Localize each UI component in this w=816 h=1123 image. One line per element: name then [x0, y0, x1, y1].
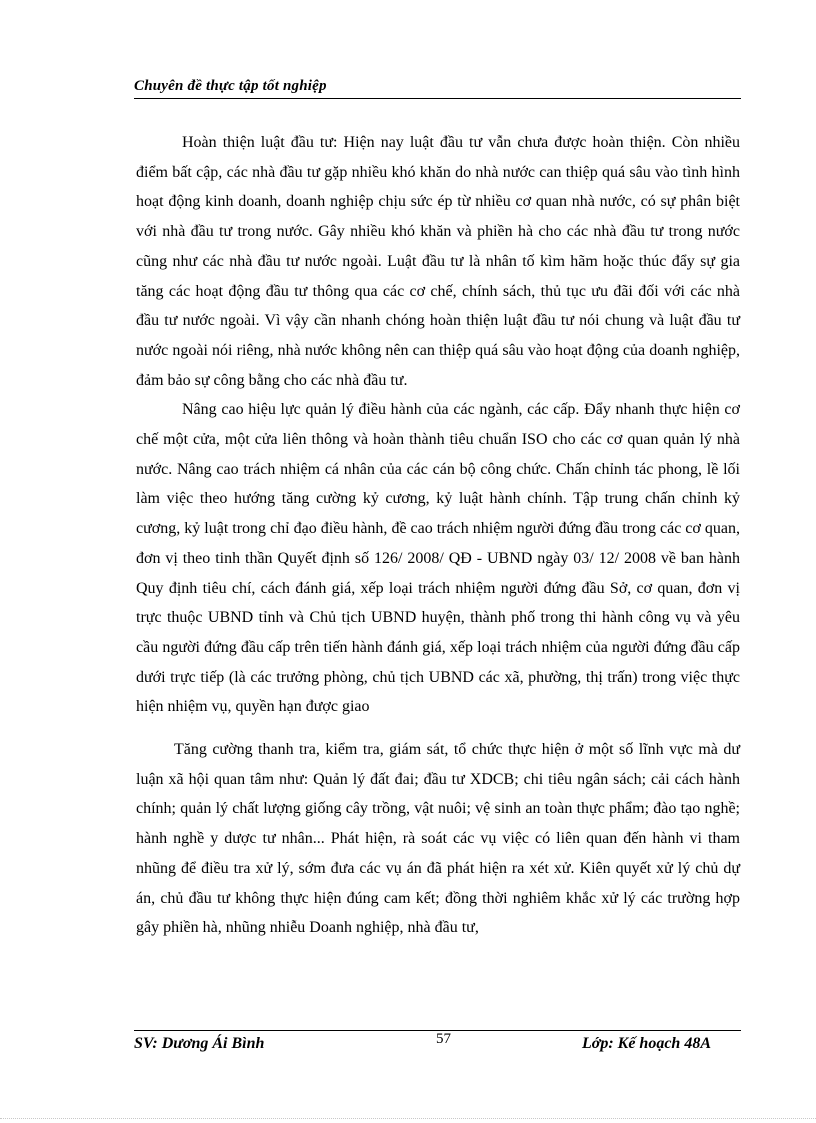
paragraph-investment-law: Hoàn thiện luật đầu tư: Hiện nay luật đầu tư vẫn chưa được hoàn thiện. Còn nhiều điểm bất cập, các nhà đầu tư gặp nhiều khó khăn do nhà nước can thiệp quá sâu vào tình hình hoạt động kinh doanh, doanh nghiệp chịu sức ép từ nhiều cơ quan nhà nước, có sự phân biệt với nhà đầu tư trong nước. Gây nhiều khó khăn và phiền hà cho các nhà đầu tư trong nước cũng như các nhà đầu tư nước ngoài. Luật đầu tư là nhân tố kìm hãm hoặc thúc đẩy sự gia tăng các hoạt động đầu tư thông qua các cơ chế, chính sách, thủ tục ưu đãi đối với các nhà đầu tư nước ngoài. Vì vậy cần nhanh chóng hoàn thiện luật đầu tư nói chung và luật đầu tư nước ngoài nói riêng, nhà nước không nên can thiệp quá sâu vào hoạt động của doanh nghiệp, đảm bảo sự công bằng cho các nhà đầu tư.	[136, 134, 740, 389]
page-header	[134, 76, 741, 99]
document-body	[136, 128, 740, 943]
footer-page-number: 57	[436, 1031, 451, 1047]
paragraph-management-efficiency: Nâng cao hiệu lực quản lý điều hành của các ngành, các cấp. Đẩy nhanh thực hiện cơ chế một cửa, một cửa liên thông và hoàn thành tiêu chuẩn ISO cho các cơ quan quản lý nhà nước. Nâng cao trách nhiệm cá nhân của các cán bộ công chức. Chấn chỉnh tác phong, lề lối làm việc theo hướng tăng cường kỷ cương, kỷ luật hành chính. Tập trung chấn chỉnh kỷ cương, kỷ luật trong chỉ đạo điều hành, đề cao trách nhiệm người đứng đầu trong các cơ quan, đơn vị theo tinh thần Quyết định số 126/ 2008/ QĐ - UBND ngày 03/ 12/ 2008 về ban hành Quy định tiêu chí, cách đánh giá, xếp loại trách nhiệm người đứng đầu Sở, cơ quan, đơn vị trực thuộc UBND tỉnh và Chủ tịch UBND huyện, thành phố trong thi hành công vụ và yêu cầu người đứng đầu cấp trên tiến hành đánh giá, xếp loại trách nhiệm của người đứng đầu cấp dưới trực tiếp (là các trưởng phòng, chủ tịch UBND các xã, phường, thị trấn) trong việc thực hiện nhiệm vụ, quyền hạn được giao	[136, 401, 740, 716]
page-footer	[134, 1030, 741, 1057]
footer-class-name: Lớp: Kế hoạch 48A	[581, 1035, 711, 1052]
header-title: Chuyên đề thực tập tốt nghiệp	[134, 78, 327, 94]
page-edge-divider	[0, 1118, 816, 1119]
footer-student-name: SV: Dương Ái Bình	[134, 1035, 265, 1052]
paragraph-inspection: Tăng cường thanh tra, kiểm tra, giám sát, tổ chức thực hiện ở một số lĩnh vực mà dư luận xã hội quan tâm như: Quản lý đất đai; đầu tư XDCB; chi tiêu ngân sách; cải cách hành chính; quản lý chất lượng giống cây trồng, vật nuôi; vệ sinh an toàn thực phẩm; đào tạo nghề; hành nghề y dược tư nhân... Phát hiện, rà soát các vụ việc có liên quan đến hành vi tham nhũng để điều tra xử lý, sớm đưa các vụ án đã phát hiện ra xét xử. Kiên quyết xử lý chủ dự án, chủ đầu tư không thực hiện đúng cam kết; đồng thời nghiêm khắc xử lý các trường hợp gây phiền hà, nhũng nhiễu Doanh nghiệp, nhà đầu tư,	[136, 741, 740, 937]
